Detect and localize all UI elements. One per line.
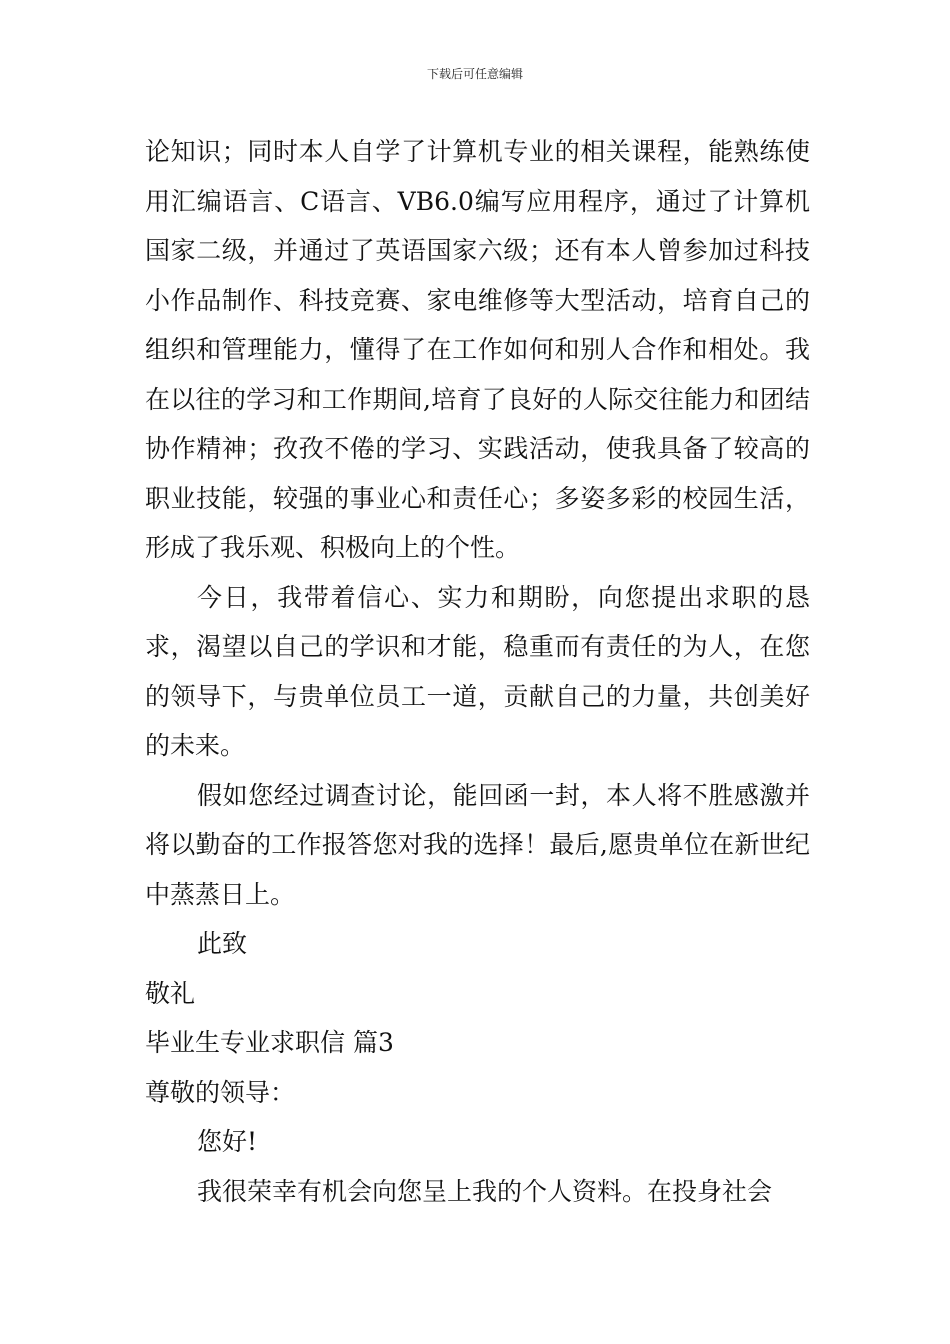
closing-cizhi: 此致 [197, 929, 248, 958]
paragraph-intro: 我很荣幸有机会向您呈上我的个人资料。在投身社会 [197, 1176, 773, 1206]
page-header-note: 下载后可任意编辑 [426, 67, 523, 81]
greeting: 您好! [197, 1127, 258, 1156]
salutation: 尊敬的领导： [145, 1077, 296, 1107]
closing-jingli: 敬礼 [145, 978, 196, 1008]
paragraph-thanks: 假如您经过调查讨论，能回函一封，本人将不胜感激并将以勤奋的工作报答您对我的选择！最后,愿贵单位在新世纪中蒸蒸日上。 [145, 780, 810, 909]
paragraph-request: 今日，我带着信心、实力和期盼，向您提出求职的恳求，渴望以自己的学识和才能，稳重而有责任的为人，在您的领导下，与贵单位员工一道，贡献自己的力量，共创美好的未来。 [145, 582, 810, 760]
letter-body [145, 127, 810, 1216]
paragraph-skills: 论知识；同时本人自学了计算机专业的相关课程，能熟练使用汇编语言、C语言、VB6.0编写应用程序，通过了计算机国家二级，并通过了英语国家六级；还有本人曾参加过科技小作品制作、科技竞赛、家电维修等大型活动，培育自己的组织和管理能力，懂得了在工作如何和别人合作和相处。我在以往的学习和工作期间,培育了良好的人际交往能力和团结协作精神；孜孜不倦的学习、实践活动，使我具备了较高的职业技能，较强的事业心和责任心；多姿多彩的校园生活，形成了我乐观、积极向上的个性。 [145, 137, 810, 562]
section-title: 毕业生专业求职信 篇3 [145, 1028, 394, 1057]
